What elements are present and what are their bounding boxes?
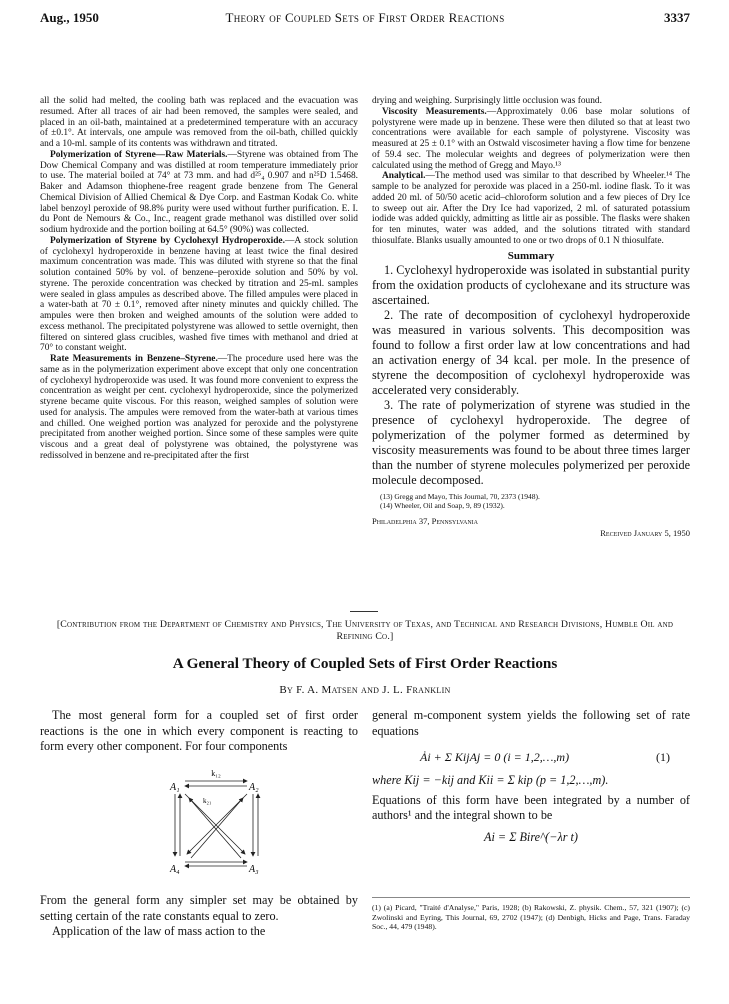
component-label: A₁ <box>170 782 180 793</box>
paragraph-text: —Styrene was obtained from The Dow Chemical Company and was distilled at room temperature immediately prior to use. The material boiled at 74° at 73 mm. and had d²⁵₄ 0.907 and n²⁵D 1.5468. Baker and Adamson thiophene-free reagent grade benzene from The General Chemical Division of Allied Chemical & Dye Corp. and Eastman Kodak Co. white label benzoyl peroxide of 98.8% purity were used without further purification. E. I. du Pont de Nemours & Co., Inc., reagent grade methanol was distilled over solid sodium hydroxide and the portion boiling at 64.5° (90%) was collected. <box>40 149 358 235</box>
footnote: (1) (a) Picard, "Traité d'Analyse," Paris, 1928; (b) Rakowski, Z. physik. Chem., 57, 321 (1907); (c) Zwolinski and Eyring, This Journal, 69, 2702 (1947); (d) Denbigh, Hicks and Page, Trans. Faraday Soc., 44, 479 (1948). <box>372 903 690 932</box>
section-heading: Viscosity Measurements. <box>382 106 487 117</box>
section-divider <box>350 611 378 612</box>
received-date: Received January 5, 1950 <box>600 528 690 538</box>
rate-label: k₁₂ <box>211 769 221 778</box>
header-page-number: 3337 <box>664 10 690 25</box>
paragraph: The most general form for a coupled set of first order reactions is the one in which every component is reacting to form every other component. For four components <box>40 708 358 753</box>
upper-left-column <box>40 96 358 462</box>
reference: (13) Gregg and Mayo, This Journal, 70, 2373 (1948). <box>380 492 540 502</box>
equation-1 <box>372 739 690 773</box>
paragraph: general m-component system yields the following set of rate equations <box>372 708 690 738</box>
component-label: A₄ <box>170 864 180 875</box>
section-heading: Polymerization of Styrene by Cyclohexyl Hydroperoxide. <box>50 235 285 246</box>
footnotes <box>372 897 690 932</box>
affiliation: Philadelphia 37, Pennsylvania <box>372 516 478 527</box>
equation-2: Ai = Σ Bire^(−λr t) <box>484 829 578 844</box>
references <box>372 492 690 510</box>
running-header <box>40 10 690 30</box>
rate-label: k₂₁ <box>203 797 212 805</box>
summary-item: 2. The rate of decomposition of cyclohexyl hydroperoxide was measured in various solvents. This decomposition was found to follow a first order law at low concentrations and had an activation energy of 34 kcal. per mole. In the presence of styrene the decomposition of cyclohexyl hydroperoxide was accelerated very considerably. <box>372 308 690 398</box>
paragraph-text: —A stock solution of cyclohexyl hydroperoxide in benzene having at least twice the final desired maximum concentration was made. This was diluted with styrene so that the final solution contained 50% by vol. of benzene–peroxide solution and 50% by vol. styrene. The peroxide concentration was checked by titration and 25-ml. samples were sealed in glass ampules as described above. The filled ampules were placed in a water-bath at 70 ± 0.1°, removed after ninety minutes and quickly chilled. The ampules were then broken and weighed amounts of the solution were added to excess methanol. The precipitated polystyrene was allowed to settle overnight, then filtered on sintered glass crucibles, washed five times with methanol and dried at 70° to constant weight. <box>40 235 358 354</box>
reaction-diagram <box>165 768 275 878</box>
paragraph <box>40 354 358 462</box>
byline: By F. A. Matsen and J. L. Franklin <box>279 684 451 696</box>
paragraph <box>372 107 690 172</box>
paragraph: From the general form any simpler set may be obtained by setting certain of the rate constants equal to zero. <box>40 893 358 923</box>
summary-item: 1. Cyclohexyl hydroperoxide was isolated in substantial purity from the oxidation products of cyclohexane and its structure was ascertained. <box>372 263 690 308</box>
summary-heading: Summary <box>507 249 555 262</box>
paragraph: Equations of this form have been integrated by a number of authors¹ and the integral shown to be <box>372 792 690 822</box>
paragraph <box>40 236 358 354</box>
component-label: A₂ <box>249 782 259 793</box>
lower-left-continued <box>40 893 358 940</box>
lower-left-intro <box>40 708 358 755</box>
paragraph <box>40 150 358 236</box>
paragraph <box>372 171 690 246</box>
upper-right-column <box>372 96 690 539</box>
paragraph: all the solid had melted, the cooling bath was replaced and the evacuation was resumed. After all traces of air had been removed, the samples were sealed, and placed in an oil-bath, maintained at a predetermined temperature with an accuracy of ±0.1°. At intervals, one ampule was removed from the oil-bath, chilled quickly and a 10-ml. sample of its contents was withdrawn and titrated. <box>40 96 358 149</box>
paragraph: drying and weighing. Surprisingly little occlusion was found. <box>372 96 602 106</box>
header-date: Aug., 1950 <box>40 10 99 25</box>
section-heading: Polymerization of Styrene—Raw Materials. <box>50 149 228 160</box>
header-title: Theory of Coupled Sets of First Order Reactions <box>225 10 505 25</box>
lower-right-column <box>372 708 690 845</box>
equation-number: (1) <box>656 750 670 764</box>
paragraph-text: —The method used was similar to that described by Wheeler.¹⁴ The sample to be analyzed for peroxide was placed in a 250-ml. iodine flask. To it was added 20 ml. of 50/50 acetic acid–chloroform solution and a few pieces of Dry Ice to sweep out air. After the Dry Ice had vaporized, 2 ml. of saturated potassium iodide was added quickly, admitting as little air as possible. The flasks were shaken for ten minutes, water was added, and the solutions titrated with standard thiosulfate. Blanks usually amounted to one or two drops of 0.1 N thiosulfate. <box>372 171 690 246</box>
paragraph-text: —The procedure used here was the same as in the polymerization experiment above except that only one concentration of cyclohexyl hydroperoxide was used. It was found more convenient to express the concentration as weight per cent. cyclohexyl hydroperoxide, since the polymerized styrene became quite viscous. For this reason, weighed samples of solution were used for analysis. The ampules were removed from the water-bath at various times and chilled. One weighed portion was analyzed for peroxide and the polystyrene precipitated from another weighed portion. Since some of these samples were quite viscous and a great deal of polystyrene was obtained, the polystyrene was redissolved in benzene and re-precipitated after the first <box>40 354 358 461</box>
reference: (14) Wheeler, Oil and Soap, 9, 89 (1932). <box>380 501 505 511</box>
summary-item: 3. The rate of polymerization of styrene was studied in the presence of cyclohexyl hydroperoxide. The degree of polymerization of the polymer formed as determined by viscosity measurements was found to be about three times larger than the number of styrene molecules polymerized per peroxide molecule decomposed. <box>372 398 690 488</box>
section-heading: Rate Measurements in Benzene–Styrene. <box>50 354 218 364</box>
component-label: A₃ <box>249 864 259 875</box>
section-heading: Analytical. <box>382 171 426 182</box>
paragraph-text: —Approximately 0.06 base molar solutions of polystyrene were made up in benzene. These were then diluted so that at least two concentrations were available for each sample of polystyrene. Viscosity was measured at 25 ± 0.1° with an Ostwald viscosimeter having a flow time for benzene of 59.4 sec. The molecular weights and degrees of polymerization were then calculated using the method of Gregg and Mayo.¹³ <box>372 106 690 171</box>
contribution-note: [Contribution from the Department of Chemistry and Physics, The University of Texas, and Technical and Research Divisions, Humble Oil and Refining Co.] <box>56 619 674 642</box>
summary <box>372 263 690 488</box>
article-title: A General Theory of Coupled Sets of First Order Reactions <box>172 655 558 672</box>
equation-text: Ȧi + Σ KijAj = 0 (i = 1,2,…,m) <box>420 750 570 764</box>
paragraph: where Kij = −kij and Kii = Σ kip (p = 1,2,…,m). <box>372 773 609 787</box>
paragraph: Application of the law of mass action to the <box>52 924 266 938</box>
